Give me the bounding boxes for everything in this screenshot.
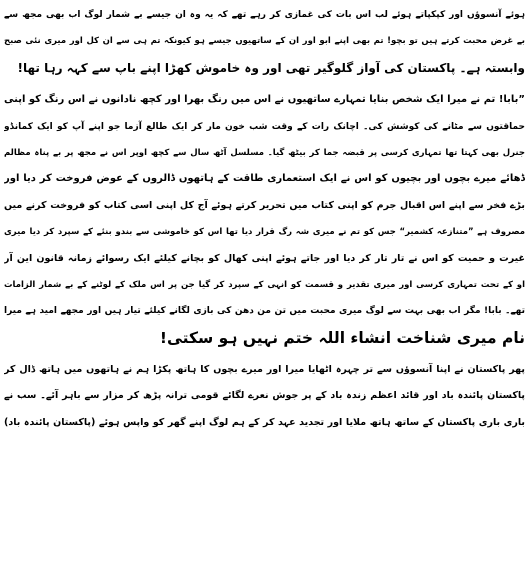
text-line: پھر پاکستان نے اپنا آنسوؤں سے تر چہرہ اٹھایا میرا اور میرے بچوں کا ہاتھ پکڑا ہم نے ہاتھوں میں ہاتھ ڈال کر (4, 364, 525, 376)
text-line: بے غرض محبت کرتے ہیں تو بچو! تم بھی اپنے ابو اور ان کے ساتھیوں جیسے ہو کیونکہ تم ہی سے ان کل اور میری نئی صبح (4, 36, 525, 47)
paragraph-2 (4, 87, 525, 351)
paragraph-3 (4, 357, 525, 436)
text-line: مصروف ہے ”متنازعہ کشمیر“ جس کو تم نے میری شہ رگ قرار دیا تھا اس کو خاموشی سے بندو بنئے کے سپرد کر دیا میری (4, 227, 525, 238)
article-page (4, 2, 525, 584)
text-line: بڑے فخر سے اپنے اس اقبال جرم کو اپنی کتاب میں تحریر کرتے ہوئے آج کل اپنی اسی کتاب کو فروخت کرنے میں (4, 199, 525, 211)
text-line: تھے۔ بابا! مگر اب بھی بہت سے لوگ میری محبت میں تن من دھن کی بازی لگانے کیلئے تیار ہیں اور مجھے امید ہے میرا (4, 306, 525, 317)
text-line: حماقتوں سے مٹانے کی کوشش کی۔ اچانک رات کے وقت شب خون مار کر ایک طالع آزما جو اپنے آپ کو ایک کمانڈو (4, 121, 525, 132)
text-line: جنرل بھی کہتا تھا تمہاری کرسی پر قبضہ جما کر بیٹھ گیا۔ مسلسل آٹھ سال سے کچھ اوپر اس نے مجھ پر بے پناہ مظالم (4, 147, 525, 158)
text-line: ڈھائے میرے بچوں اور بچیوں کو اس نے ایک استعماری طاقت کے ہاتھوں ڈالروں کے عوض فروخت کر دیا اور (4, 173, 525, 185)
text-line: پاکستان پائندہ باد اور قائد اعظم زندہ باد کے پر جوش نعرے لگائے قومی ترانہ پڑھ کر مزار سے باہر آئے۔ سب نے (4, 390, 525, 402)
paragraph-1 (4, 2, 525, 81)
text-line: باری باری پاکستان کے ساتھ ہاتھ ملایا اور تجدید عہد کر کے ہم لوگ اپنے گھر کو واپس ہوئے (پاکستان پائندہ باد) (4, 416, 525, 428)
text-line: ”بابا! تم نے میرا ایک شخص بنایا تمہارے ساتھیوں نے اس میں رنگ بھرا اور کچھ نادانوں نے اس رنگ کو اپنی (4, 94, 525, 106)
text-line: ہوئے آنسوؤں اور کپکپاتے ہوئے لب اس بات کی غمازی کر رہے تھے کہ یہ وہ ان جیسے بے شمار لوگ اب بھی مجھ سے (4, 10, 525, 20)
text-line: او کے تحت تمہاری کرسی اور میری تقدیر و قسمت کو انہی کے سپرد کر گیا جن پر اس ملک کے لوٹنے کے بے شمار الزامات (4, 279, 525, 290)
text-line: وابستہ ہے۔ پاکستان کی آواز گلوگیر تھی اور وہ خاموش کھڑا اپنے باپ سے کہہ رہا تھا! (17, 60, 525, 75)
text-line: غیرت و حمیت کو اس نے تار تار کر دیا اور جاتے ہوئے اپنی کھال کو بچانے کیلئے ایک رسوائے زمانہ قانون این آر (4, 252, 525, 264)
text-line: نام میری شناخت انشاء اللہ ختم نہیں ہو سکتی! (159, 328, 525, 347)
